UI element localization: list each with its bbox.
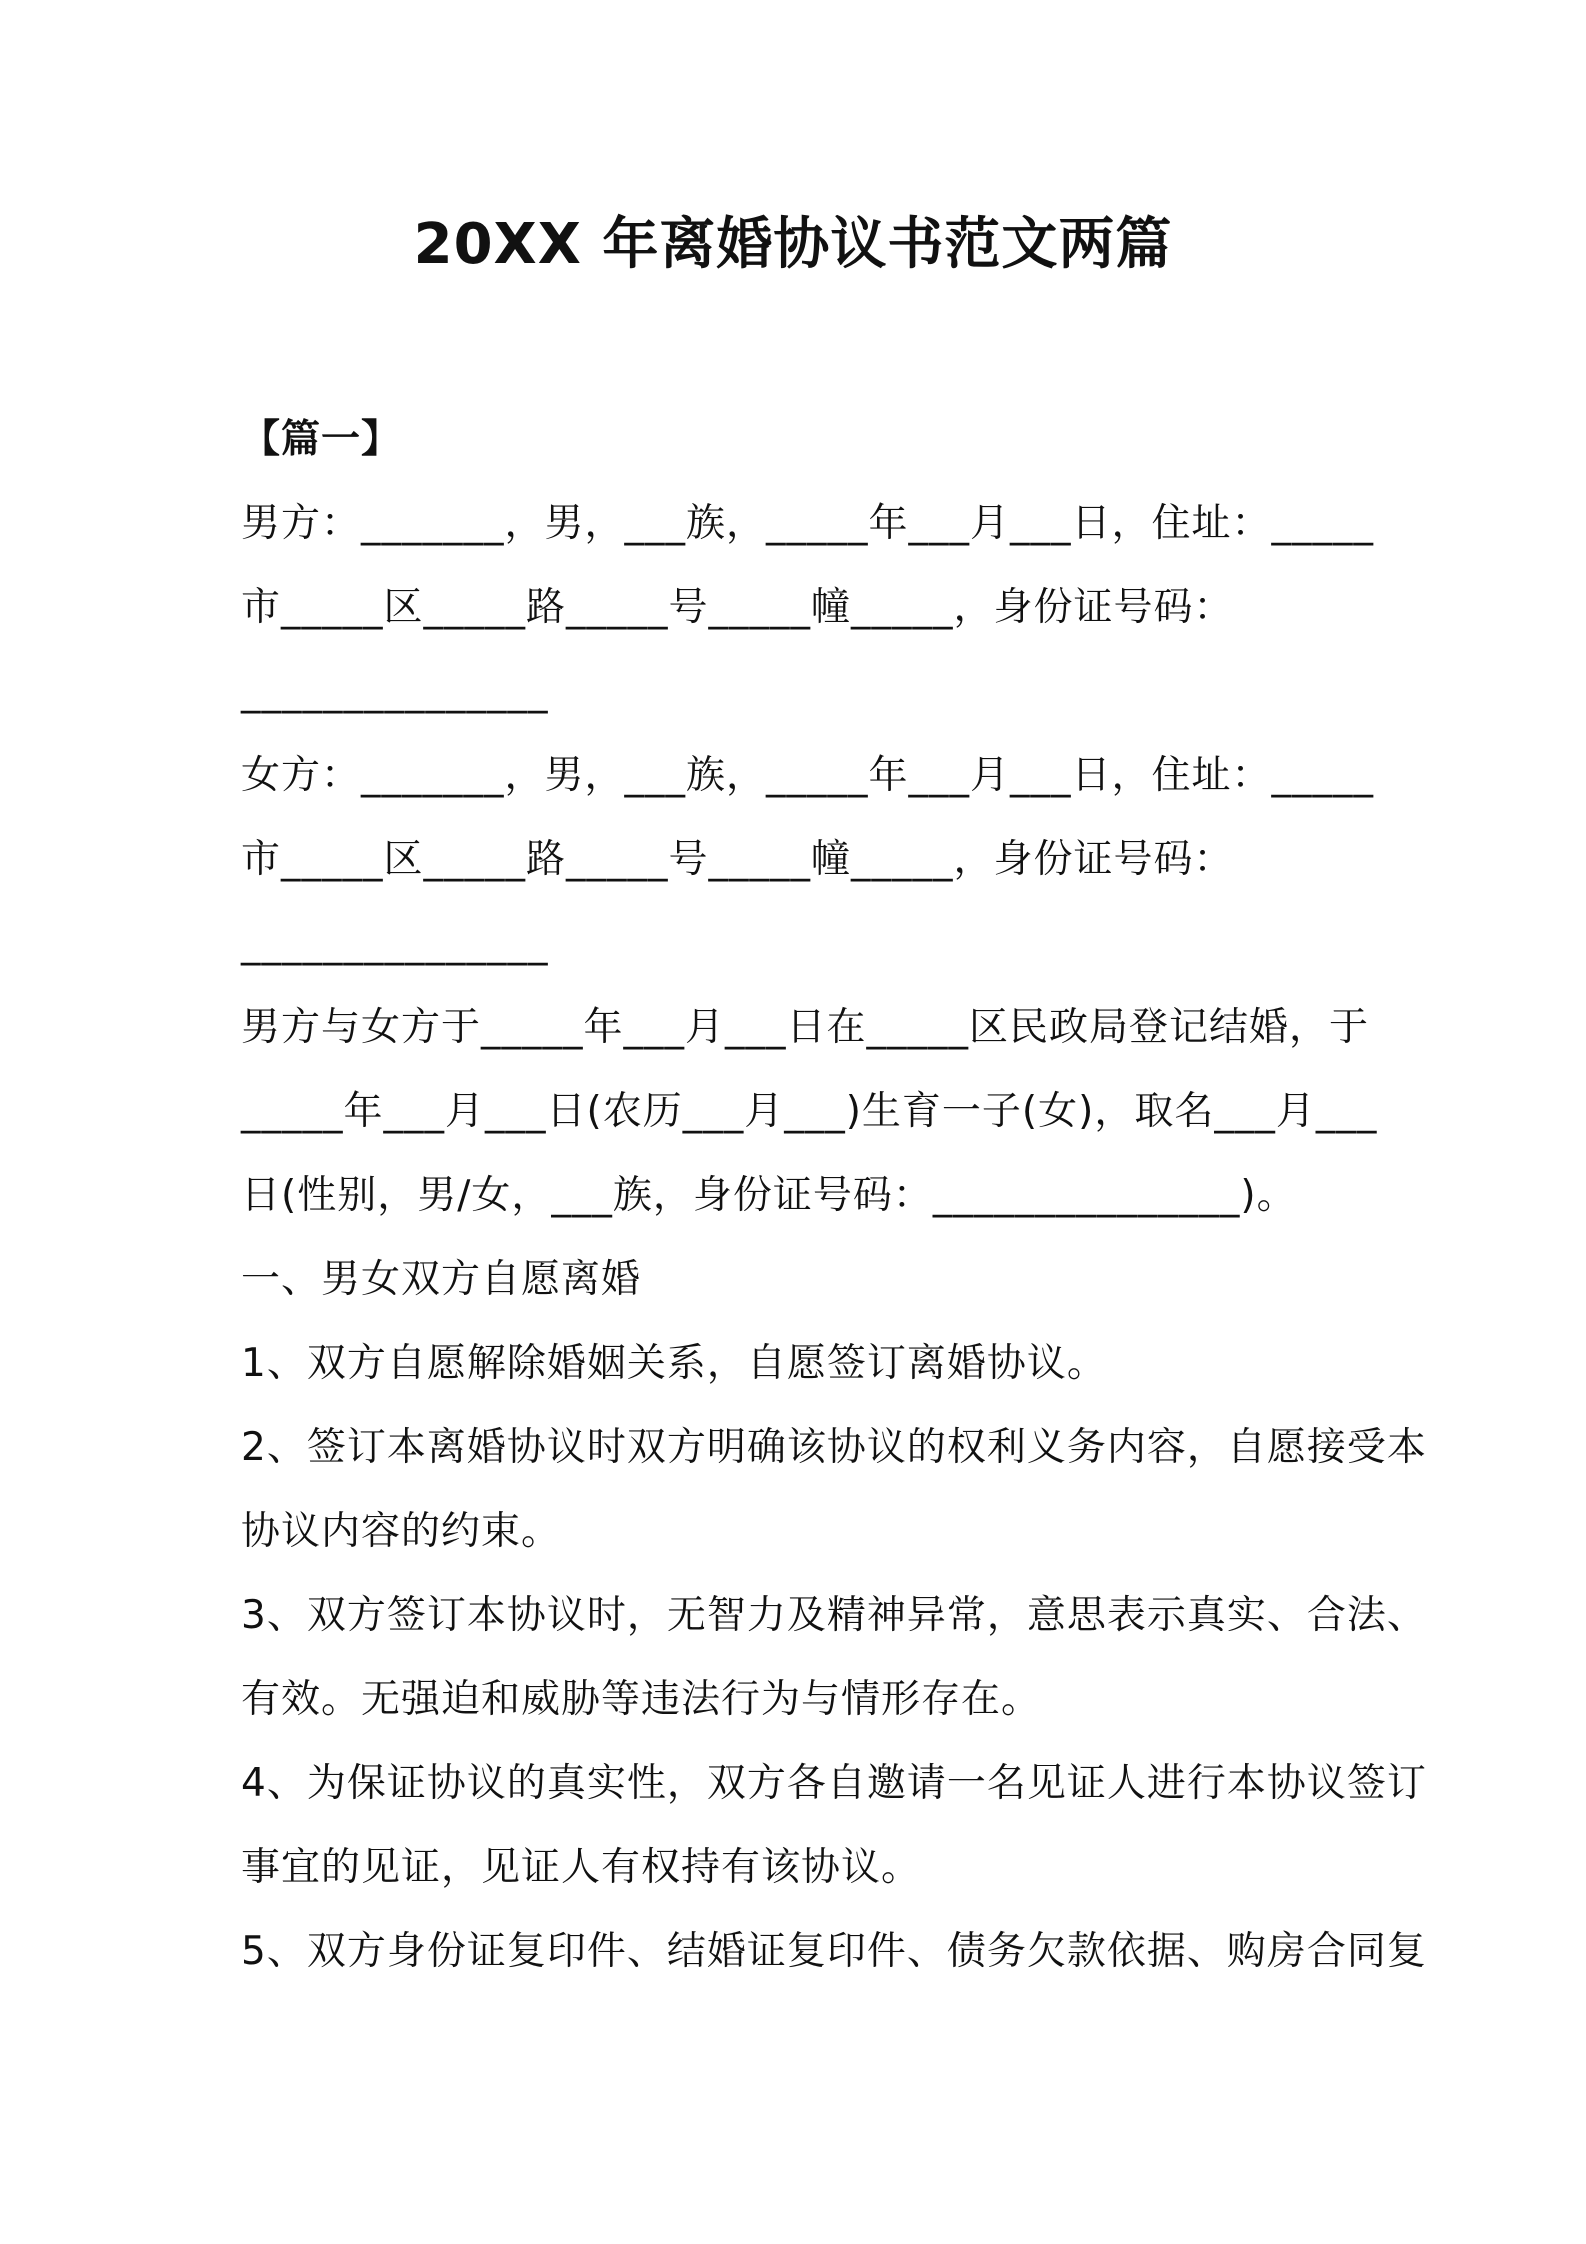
section-label: 【篇一】 bbox=[241, 417, 402, 462]
document-title: 20XX 年离婚协议书范文两篇 bbox=[413, 212, 1173, 277]
body-line: 2、签订本离婚协议时双方明确该协议的权利义务内容，自愿接受本 bbox=[241, 1425, 1427, 1470]
document-body bbox=[241, 398, 1427, 1994]
body-line: _______________ bbox=[241, 669, 549, 714]
body-line: 女方：_______，男，___族，_____年___月___日，住址：_____ bbox=[241, 753, 1375, 798]
body-line: 协议内容的约束。 bbox=[241, 1509, 562, 1554]
body-line: 日(性别，男/女，___族，身份证号码：_______________)。 bbox=[241, 1173, 1297, 1218]
body-line: 有效。无强迫和威胁等违法行为与情形存在。 bbox=[241, 1677, 1042, 1722]
body-line: 4、为保证协议的真实性，双方各自邀请一名见证人进行本协议签订 bbox=[241, 1761, 1427, 1806]
body-line: 1、双方自愿解除婚姻关系，自愿签订离婚协议。 bbox=[241, 1341, 1107, 1386]
body-line: _____年___月___日(农历___月___)生育一子(女)，取名___月___ bbox=[241, 1089, 1378, 1134]
body-line: _______________ bbox=[241, 921, 549, 966]
section-heading: 一、男女双方自愿离婚 bbox=[241, 1257, 642, 1302]
body-line: 男方与女方于_____年___月___日在_____区民政局登记结婚，于 bbox=[241, 1005, 1370, 1050]
body-line: 事宜的见证，见证人有权持有该协议。 bbox=[241, 1845, 922, 1890]
body-line: 男方：_______，男，___族，_____年___月___日，住址：_____ bbox=[241, 501, 1375, 546]
body-line: 市_____区_____路_____号_____幢_____，身份证号码： bbox=[241, 837, 1234, 882]
body-line: 市_____区_____路_____号_____幢_____，身份证号码： bbox=[241, 585, 1234, 630]
body-line: 3、双方签订本协议时，无智力及精神异常，意思表示真实、合法、 bbox=[241, 1593, 1427, 1638]
body-line: 5、双方身份证复印件、结婚证复印件、债务欠款依据、购房合同复 bbox=[241, 1929, 1427, 1974]
